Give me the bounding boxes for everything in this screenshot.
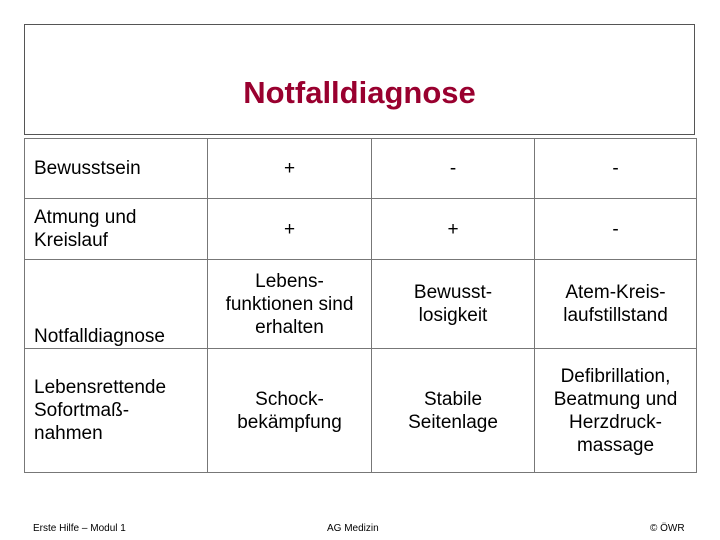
table-cell: + — [208, 139, 372, 199]
table-cell — [208, 349, 372, 473]
cell-text: Bewusst-losigkeit — [413, 282, 493, 326]
table-cell — [535, 260, 697, 349]
cell-text: Lebensrettende Sofortmaß-nahmen — [34, 377, 167, 444]
table-cell: - — [535, 139, 697, 199]
cell-text: Defibrillation, Beatmung und Herzdruck-massage — [553, 365, 678, 456]
row-label: Bewusstsein — [25, 139, 208, 199]
table-cell — [372, 260, 535, 349]
row-label: Notfalldiagnose — [25, 260, 208, 349]
table-row — [25, 349, 697, 473]
cell-text: Lebens-funktionen sind erhalten — [225, 270, 354, 338]
title-box — [24, 24, 695, 135]
table-cell — [372, 349, 535, 473]
cell-text: Atem-Kreis-laufstillstand — [563, 282, 668, 326]
footer-right: © ÖWR — [650, 523, 685, 534]
table-row — [25, 199, 697, 260]
diagnosis-table — [24, 138, 697, 473]
row-label — [25, 349, 208, 473]
table-cell: - — [535, 199, 697, 260]
slide-title: Notfalldiagnose — [243, 75, 476, 110]
row-label: Atmung und Kreislauf — [25, 199, 208, 260]
footer-center: AG Medizin — [327, 523, 379, 534]
table-cell — [208, 260, 372, 349]
footer-left: Erste Hilfe – Modul 1 — [33, 523, 126, 534]
cell-text: Schock-bekämpfung — [237, 388, 342, 433]
table-cell: - — [372, 139, 535, 199]
table-cell: + — [372, 199, 535, 260]
table-cell — [535, 349, 697, 473]
cell-text: Stabile Seitenlage — [408, 388, 498, 433]
table-row — [25, 260, 697, 349]
table-row — [25, 139, 697, 199]
table-cell: + — [208, 199, 372, 260]
